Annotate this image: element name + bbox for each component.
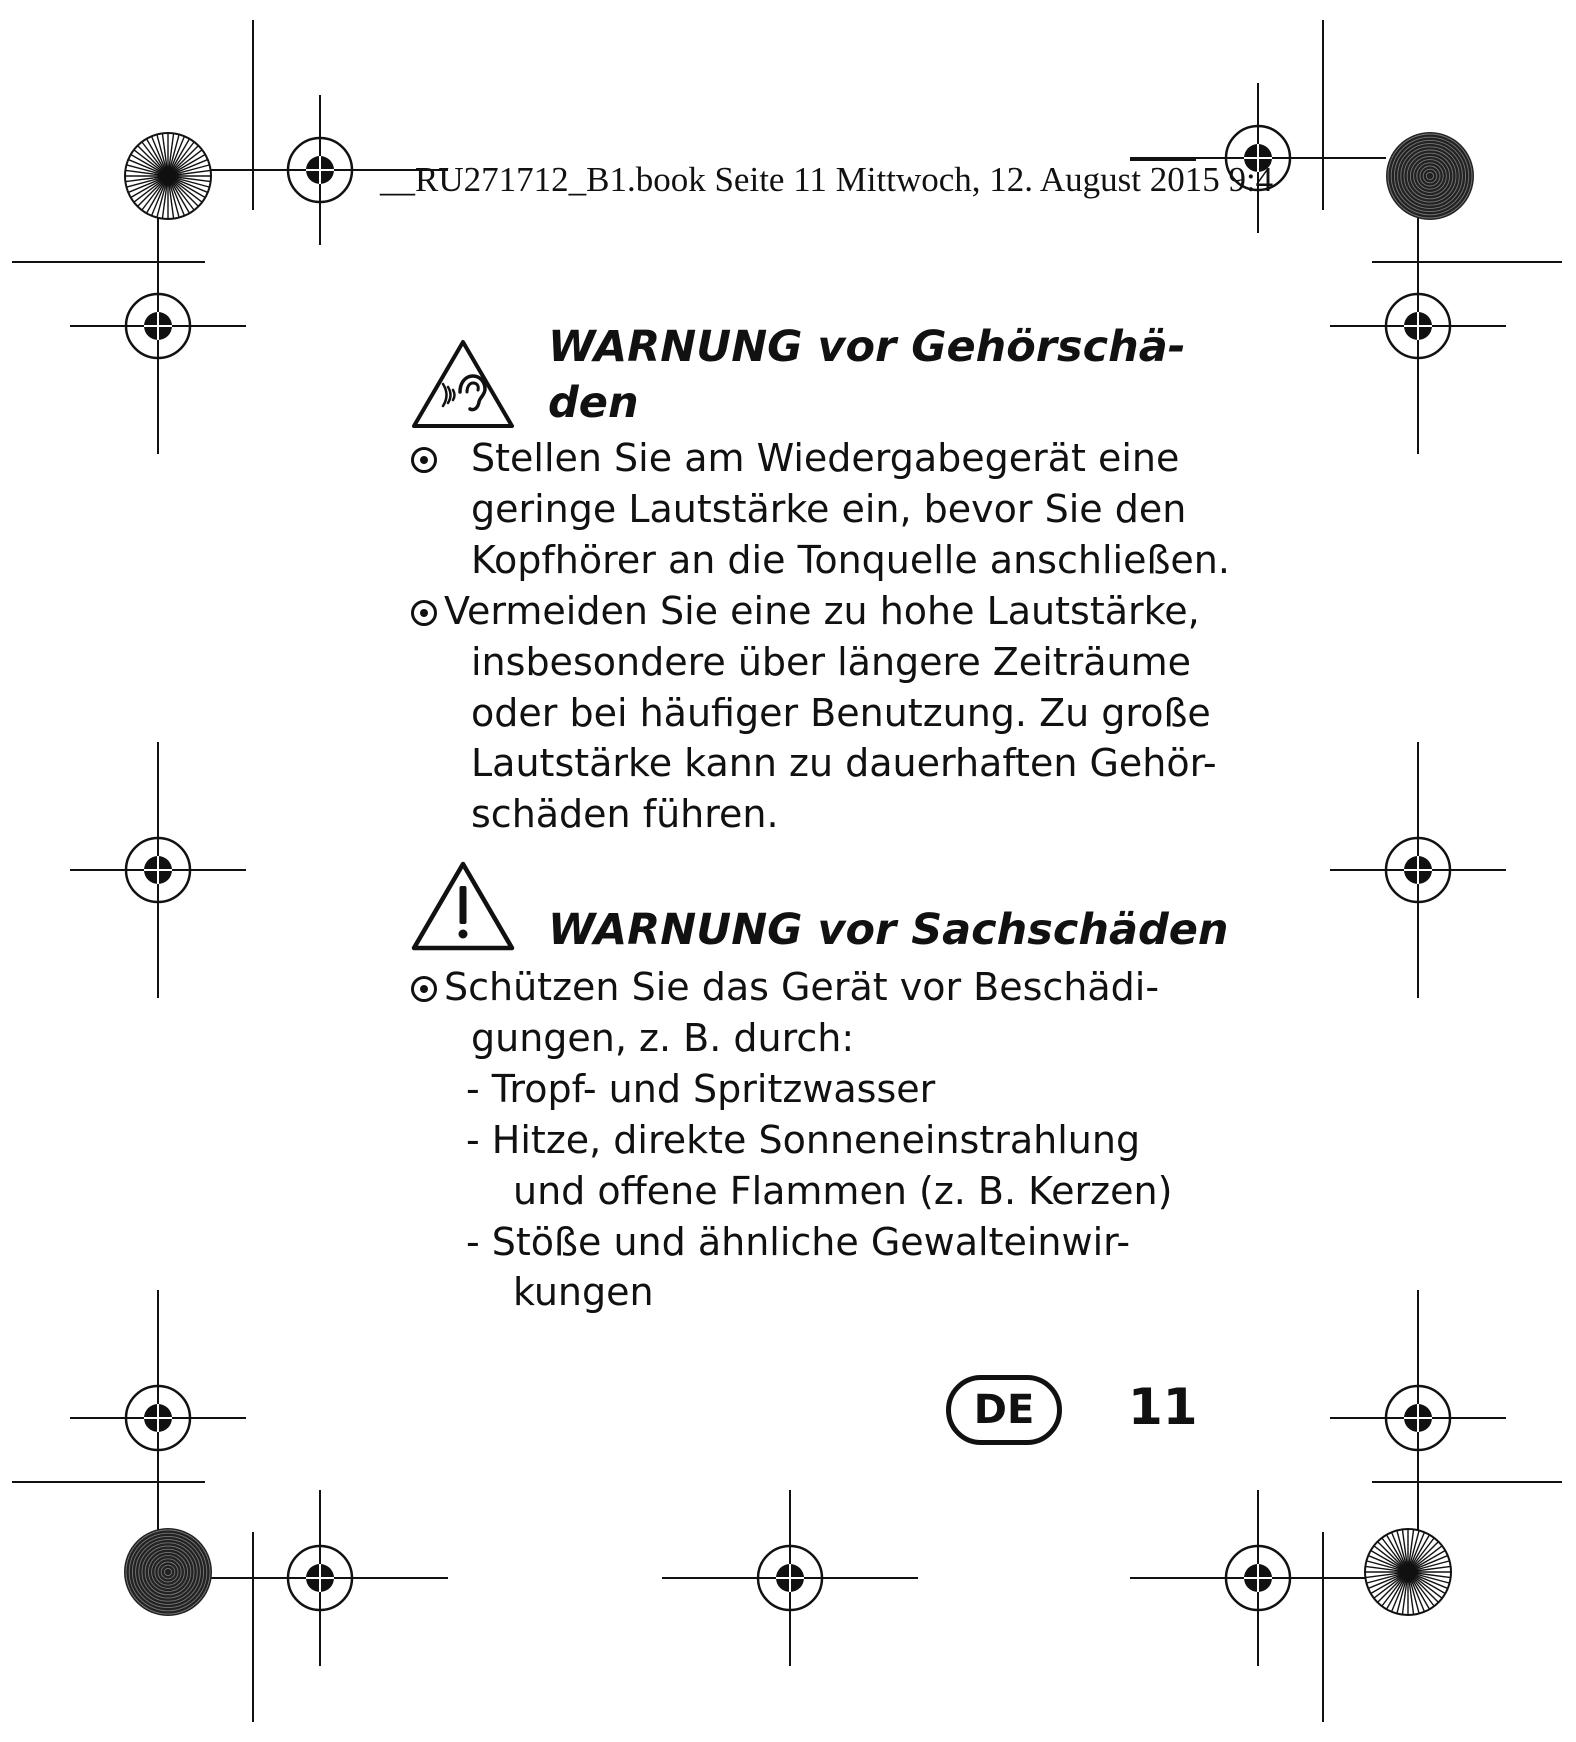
hearing-item1-line1: Stellen Sie am Wiedergabegerät eine [471,436,1180,480]
property-intro-line2: gungen, z. B. durch: [471,1016,855,1060]
hearing-item2-line4: Lautstärke kann zu dauerhaften Gehör- [471,741,1217,785]
property-subitem-2-line1: - Hitze, direkte Sonneneinstrahlung [466,1118,1141,1162]
hearing-warning-title-line1: WARNUNG vor Gehörschä- [548,322,1186,372]
print-header: __RU271712_B1.book Seite 11 Mittwoch, 12. August 2015 9:4 [380,160,1274,199]
hearing-item1-line2: geringe Lautstärke ein, bevor Sie den [471,487,1187,531]
property-warning-title: WARNUNG vor Sachschäden [548,905,1229,955]
hearing-warning-title-line2: den [548,378,639,428]
hearing-item2-line1: Vermeiden Sie eine zu hohe Lautstärke, [444,589,1200,633]
hearing-warning-icon [410,338,516,430]
hearing-item1-line3: Kopfhörer an die Tonquelle anschließen. [471,538,1230,582]
hearing-item2-line5: schäden führen. [471,792,779,836]
warning-triangle-icon [410,860,516,952]
property-subitem-3-line1: - Stöße und ähnliche Gewalteinwir- [466,1220,1131,1264]
property-subitem-1: - Tropf- und Spritzwasser [466,1067,936,1111]
property-subitem-3-line2: kungen [513,1270,654,1314]
language-badge: DE [946,1375,1062,1445]
bullet-icon [411,976,437,1002]
property-subitem-2-line2: und offene Flammen (z. B. Kerzen) [513,1169,1173,1213]
hearing-item2-line3: oder bei häufiger Benutzung. Zu große [471,691,1211,735]
hearing-item2-line2: insbesondere über längere Zeiträume [471,640,1192,684]
bullet-icon [411,600,437,626]
page-number: 11 [1128,1378,1198,1436]
bullet-icon [411,447,437,473]
property-intro-line1: Schützen Sie das Gerät vor Beschädi- [444,965,1160,1009]
